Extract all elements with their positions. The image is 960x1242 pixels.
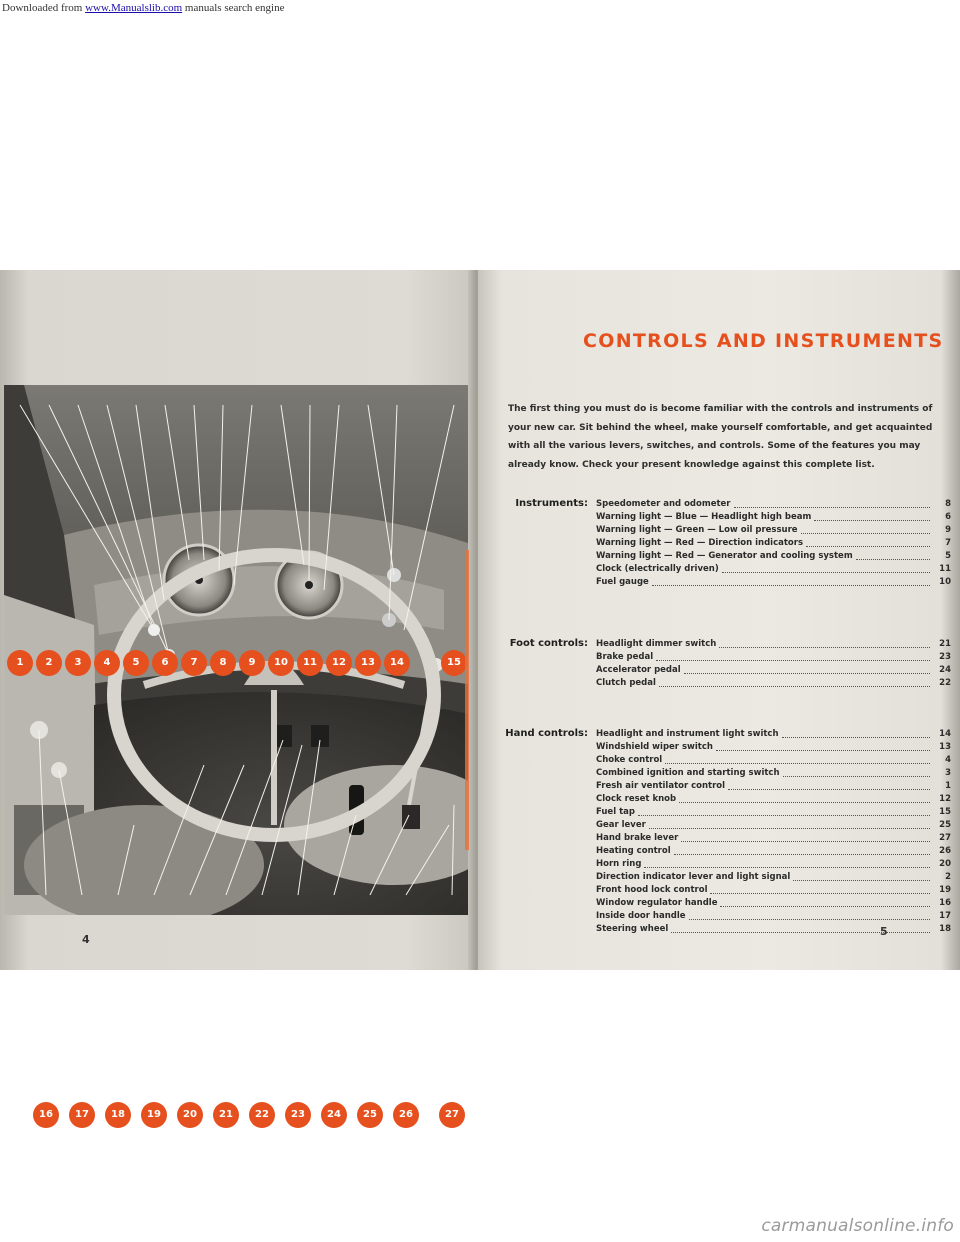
callout-20: 20: [177, 1102, 203, 1128]
callout-1: 1: [7, 650, 33, 676]
callout-7: 7: [181, 650, 207, 676]
section-label-foot-controls: Foot controls:: [509, 638, 588, 649]
callout-26: 26: [393, 1102, 419, 1128]
list-item: Warning light — Blue — Headlight high beam 6: [596, 512, 951, 522]
watermark-logo: carmanualsonline.info: [761, 1216, 954, 1236]
callout-25: 25: [357, 1102, 383, 1128]
callout-13: 13: [355, 650, 381, 676]
list-item: Headlight and instrument light switch 14: [596, 729, 951, 739]
right-page: [478, 270, 960, 970]
list-item: Windshield wiper switch 13: [596, 742, 951, 752]
callout-16: 16: [33, 1102, 59, 1128]
list-item: Window regulator handle 16: [596, 898, 951, 908]
list-item: Clutch pedal 22: [596, 678, 951, 688]
callout-23: 23: [285, 1102, 311, 1128]
callout-4: 4: [94, 650, 120, 676]
list-item: Front hood lock control 19: [596, 885, 951, 895]
callout-17: 17: [69, 1102, 95, 1128]
callout-21: 21: [213, 1102, 239, 1128]
page-number-left: 4: [82, 933, 90, 946]
callout-18: 18: [105, 1102, 131, 1128]
callout-8: 8: [210, 650, 236, 676]
list-item: Warning light — Red — Direction indicators 7: [596, 538, 951, 548]
section-label-hand-controls: Hand controls:: [505, 728, 588, 739]
list-item: Choke control 4: [596, 755, 951, 765]
banner-prefix: Downloaded from: [2, 2, 86, 14]
list-item: Clock (electrically driven) 11: [596, 564, 951, 574]
callout-11: 11: [297, 650, 323, 676]
list-item: Accelerator pedal 24: [596, 665, 951, 675]
callout-6: 6: [152, 650, 178, 676]
list-item: Gear lever 25: [596, 820, 951, 830]
callout-5: 5: [123, 650, 149, 676]
list-item: Hand brake lever 27: [596, 833, 951, 843]
section-label-instruments: Instruments:: [515, 498, 588, 509]
callout-15: 15: [441, 650, 467, 676]
callout-14: 14: [384, 650, 410, 676]
callout-19: 19: [141, 1102, 167, 1128]
callout-9: 9: [239, 650, 265, 676]
page-edge-mark: [465, 550, 469, 850]
page-number-right: 5: [880, 925, 888, 938]
callout-2: 2: [36, 650, 62, 676]
callout-22: 22: [249, 1102, 275, 1128]
foot-controls-list: [596, 638, 951, 690]
list-item: Steering wheel 18: [596, 924, 951, 934]
instruments-list: [596, 498, 951, 589]
list-item: Brake pedal 23: [596, 652, 951, 662]
list-item: Fresh air ventilator control 1: [596, 781, 951, 791]
list-item: Fuel tap 15: [596, 807, 951, 817]
list-item: Combined ignition and starting switch 3: [596, 768, 951, 778]
list-item: Speedometer and odometer 8: [596, 499, 951, 509]
callout-10: 10: [268, 650, 294, 676]
callout-24: 24: [321, 1102, 347, 1128]
callout-12: 12: [326, 650, 352, 676]
hand-controls-list: [596, 728, 951, 936]
callout-3: 3: [65, 650, 91, 676]
list-item: Heating control 26: [596, 846, 951, 856]
list-item: Inside door handle 17: [596, 911, 951, 921]
list-item: Warning light — Red — Generator and cooling system 5: [596, 551, 951, 561]
banner-suffix: manuals search engine: [182, 2, 285, 14]
left-page: [0, 270, 478, 1120]
manualslib-link[interactable]: www.Manualslib.com: [85, 2, 183, 14]
list-item: Headlight dimmer switch 21: [596, 639, 951, 649]
list-item: Horn ring 20: [596, 859, 951, 869]
list-item: Warning light — Green — Low oil pressure 9: [596, 525, 951, 535]
page-heading: CONTROLS AND INSTRUMENTS: [583, 330, 944, 352]
callout-27: 27: [439, 1102, 465, 1128]
list-item: Fuel gauge 10: [596, 577, 951, 587]
intro-paragraph: The first thing you must do is become familiar with the controls and instruments of your new car. Sit behind the wheel, make yourself comfortable, and get acquainted with all the various levers, switches, and controls. Some of the features you may already know. Check your present knowledge against this complete list.: [508, 404, 933, 470]
download-banner: [0, 0, 960, 16]
list-item: Direction indicator lever and light signal 2: [596, 872, 951, 882]
list-item: Clock reset knob 12: [596, 794, 951, 804]
manual-spread: [0, 270, 960, 1120]
